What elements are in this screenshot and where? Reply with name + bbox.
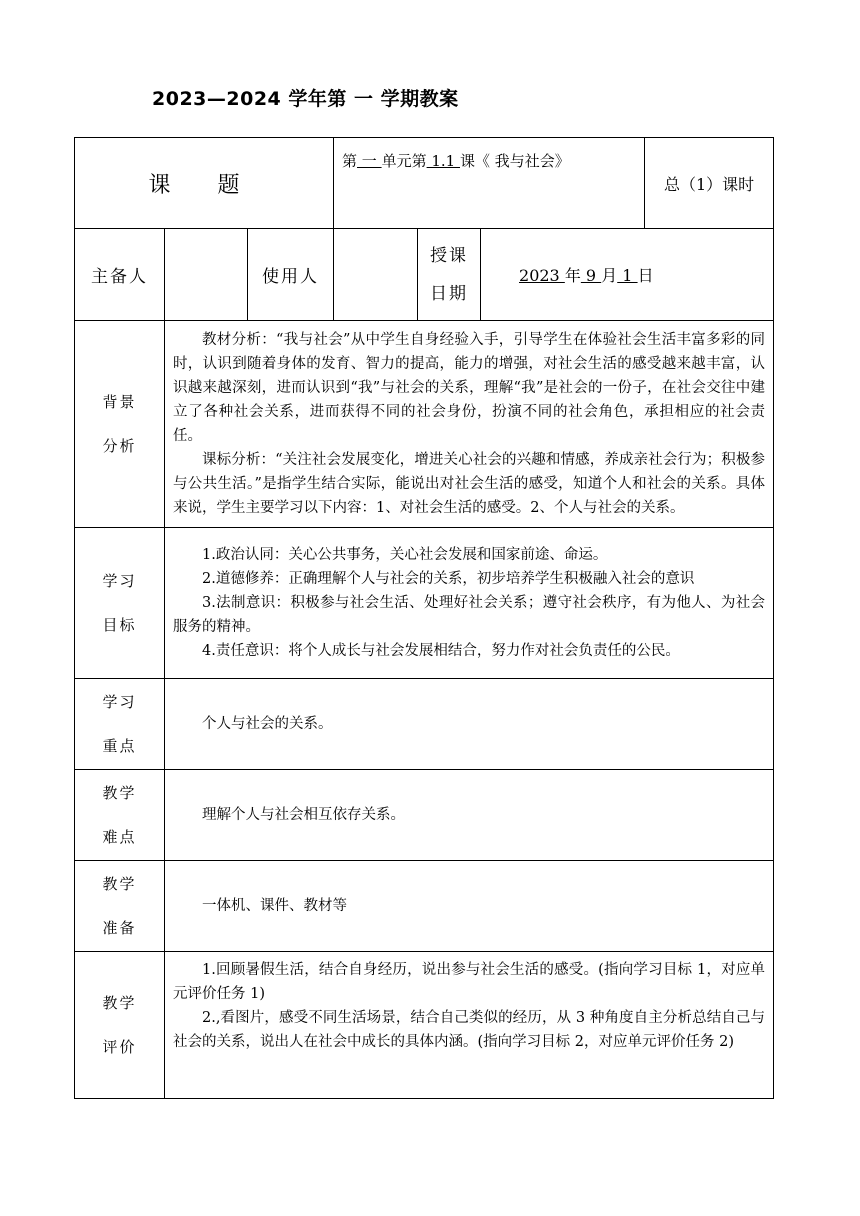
difficulties-row (75, 770, 774, 861)
user-label: 使用人 (262, 267, 319, 287)
learning-goals-label (75, 528, 165, 679)
date-month-suffix: 月 (601, 266, 618, 285)
row-label-line1: 学习 (102, 693, 137, 711)
preparer-label: 主备人 (91, 267, 148, 287)
difficulties-label (75, 770, 165, 861)
date-label-cell (418, 229, 481, 321)
document-title: 2023—2024 学年第 一 学期教案 (152, 88, 459, 110)
class-hours-cell (645, 138, 774, 229)
topic-row (75, 138, 774, 229)
date-day: 1 (617, 266, 638, 285)
row-label-line2: 目标 (102, 616, 137, 634)
row-label-line2: 准备 (102, 919, 137, 937)
goal-item: 4.责任意识：将个人成长与社会发展相结合，努力作对社会负责任的公民。 (202, 643, 680, 659)
lesson-name: 课《 我与社会》 (460, 152, 570, 170)
background-analysis-row (75, 321, 774, 528)
difficulties-content (165, 770, 774, 861)
lesson-number: 1.1 (426, 152, 460, 170)
curriculum-analysis-paragraph: 课标分析：“关注社会发展变化，增进关心社会的兴趣和情感，养成亲社会行为；积极参与公共生活。”是指学生结合实际，能说出对社会生活的感受，知道个人和社会的关系。具体来说，学生主要学习以下内容：1、对社会生活的感受。2、个人与社会的关系。 (173, 452, 766, 516)
evaluation-item: 2.,看图片，感受不同生活场景，结合自己类似的经历，从 3 种角度自主分析总结自己与社会的关系，说出人在社会中成长的具体内涵。(指向学习目标 2，对应单元评价任务 2) (173, 1010, 766, 1050)
preparer-value-cell (165, 229, 248, 321)
goal-item: 2.道德修养：正确理解个人与社会的关系，初步培养学生积极融入社会的意识 (202, 571, 695, 587)
difficulties-text: 理解个人与社会相互依存关系。 (202, 807, 405, 823)
textbook-analysis-paragraph: 教材分析：“我与社会”从中学生自身经验入手，引导学生在体验社会生活丰富多彩的同时，认识到随着身体的发育、智力的提高，能力的增强，对社会生活的感受越来越丰富，认识越来越深刻，进而认识到“我”与社会的关系，理解“我”是社会的一份子，在社会交往中建立了各种社会关系，进而获得不同的社会身份，扮演不同的社会角色，承担相应的社会责任。 (173, 332, 766, 444)
learning-goals-row (75, 528, 774, 679)
date-year-suffix: 年 (564, 266, 581, 285)
row-label-line1: 学习 (102, 572, 137, 590)
class-hours: 总（1）课时 (663, 174, 755, 194)
lesson-prefix: 第 (342, 152, 358, 170)
user-label-cell (248, 229, 334, 321)
preparation-label (75, 861, 165, 952)
row-label-line2: 重点 (102, 737, 137, 755)
key-points-content (165, 679, 774, 770)
key-points-row (75, 679, 774, 770)
preparation-text: 一体机、课件、教材等 (202, 898, 347, 914)
row-label-line2: 分析 (102, 437, 137, 455)
date-value-cell (481, 229, 774, 321)
learning-goals-content (165, 528, 774, 679)
goal-item: 1.政治认同：关心公共事务，关心社会发展和国家前途、命运。 (202, 547, 608, 563)
user-value-cell (334, 229, 418, 321)
topic-label-cell (75, 138, 334, 229)
goal-item: 3.法制意识：积极参与社会生活、处理好社会关系；遵守社会秩序，有为他人、为社会服务的精神。 (173, 595, 766, 635)
lesson-unit-text: 单元第 (381, 152, 427, 170)
row-label-line1: 教学 (102, 875, 137, 893)
row-label-line2: 评价 (102, 1038, 137, 1056)
evaluation-item: 1.回顾暑假生活，结合自身经历，说出参与社会生活的感受。(指向学习目标 1，对应单元评价任务 1) (173, 962, 766, 1002)
evaluation-label (75, 952, 165, 1099)
preparation-content (165, 861, 774, 952)
date-day-suffix: 日 (637, 266, 654, 285)
date-label-line1: 授课 (430, 245, 469, 266)
key-points-label (75, 679, 165, 770)
evaluation-content (165, 952, 774, 1099)
background-analysis-content (165, 321, 774, 528)
row-label-line1: 背景 (102, 393, 137, 411)
topic-label: 课 题 (148, 172, 260, 198)
date-month: 9 (580, 266, 602, 285)
row-label-line2: 难点 (102, 828, 137, 846)
date-year: 2023 (519, 266, 565, 285)
row-label-line1: 教学 (102, 784, 137, 802)
preparer-label-cell (75, 229, 165, 321)
lesson-plan-table (74, 137, 774, 1099)
info-row (75, 229, 774, 321)
unit-number: 一 (357, 152, 382, 170)
preparation-row (75, 861, 774, 952)
lesson-title-cell (334, 138, 645, 229)
background-analysis-label (75, 321, 165, 528)
row-label-line1: 教学 (102, 994, 137, 1012)
date-label-line2: 日期 (430, 283, 469, 304)
key-points-text: 个人与社会的关系。 (202, 716, 333, 732)
evaluation-row (75, 952, 774, 1099)
